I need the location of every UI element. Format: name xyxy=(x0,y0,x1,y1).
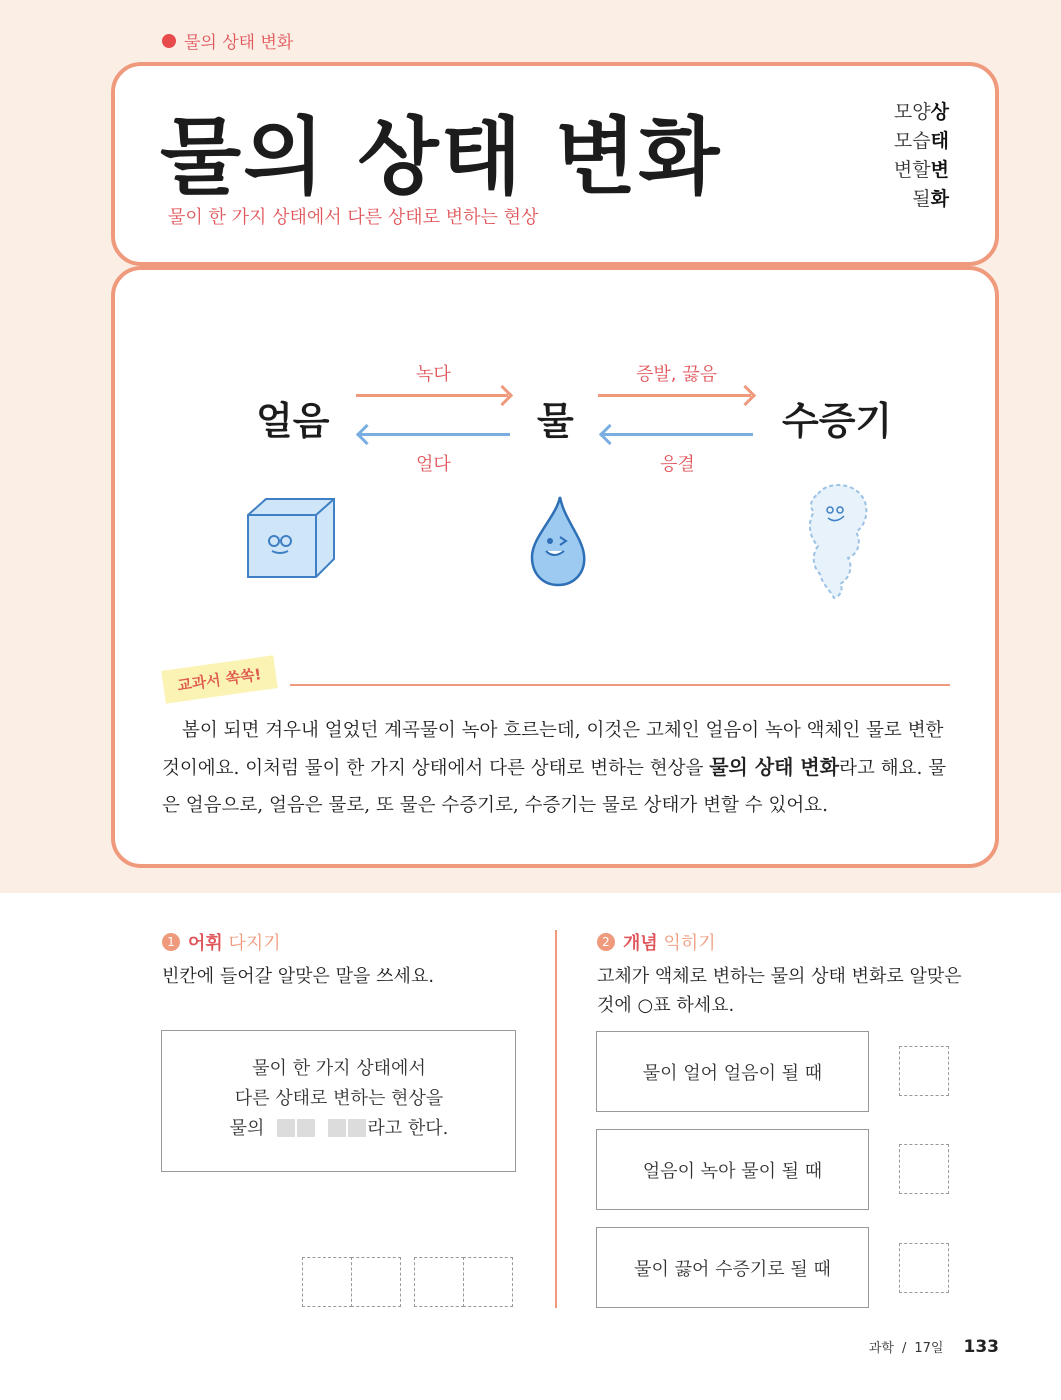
arrow-melt xyxy=(356,394,508,397)
column-divider xyxy=(555,930,557,1308)
tag-label: 물의 상태 변화 xyxy=(184,33,294,53)
page-subtitle: 물이 한 가지 상태에서 다른 상태로 변하는 현상 xyxy=(168,207,539,228)
answer-grid-2[interactable] xyxy=(414,1257,512,1309)
section1-title: 1 어휘 다지기 xyxy=(162,929,281,955)
arrow-condense xyxy=(603,433,753,436)
hanja-row: 변할변 xyxy=(893,159,949,181)
arrow-freeze xyxy=(360,433,510,436)
page-footer xyxy=(869,1337,999,1357)
hanja-row: 모습태 xyxy=(893,130,949,152)
checkbox-option-1[interactable] xyxy=(899,1046,949,1096)
checkbox-option-2[interactable] xyxy=(899,1144,949,1194)
section2-title: 2 개념 익히기 xyxy=(597,929,716,955)
section2-instruction: 고체가 액체로 변하는 물의 상태 변화로 알맞은 것에 ○표 하세요. xyxy=(597,966,962,1016)
answer-grid-1[interactable] xyxy=(302,1257,400,1309)
textbook-badge: 교과서 쏙쏙! xyxy=(161,655,277,703)
vapor-cloud-icon xyxy=(800,480,872,600)
footer-subject: 과학 xyxy=(868,1341,894,1356)
checkbox-option-3[interactable] xyxy=(899,1243,949,1293)
option-2: 얼음이 녹아 물이 될 때 xyxy=(596,1129,869,1210)
arrow-evaporate xyxy=(598,394,751,397)
footer-day: 17일 xyxy=(914,1341,944,1356)
section1-instruction: 빈칸에 들어갈 알맞은 말을 쓰세요. xyxy=(162,966,435,987)
section2-number: 2 xyxy=(597,933,615,951)
option-1: 물이 얼어 얼음이 될 때 xyxy=(596,1031,869,1112)
hanja-legend xyxy=(894,98,949,214)
page-number: 133 xyxy=(963,1337,999,1357)
hanja-row: 모양상 xyxy=(893,101,949,123)
hanja-row: 될화 xyxy=(912,188,949,210)
section-tag xyxy=(162,28,293,53)
page-title: 물의 상태 변화 xyxy=(160,108,722,206)
state-vapor: 수증기 xyxy=(782,399,893,443)
badge-line xyxy=(290,684,950,686)
state-ice: 얼음 xyxy=(256,399,330,443)
textbook-paragraph: 봄이 되면 겨우내 얼었던 계곡물이 녹아 흐르는데, 이것은 고체인 얼음이 녹아 액체인 물로 변한 것이에요. 이처럼 물이 한 가지 상태에서 다른 상태로 변하는 현상을 물의 상태 변화라고 해요. 물은 얼음으로, 얼음은 물로, 또 물은 수증기로, 수증기는 물로 상태가 변할 수 있어요. xyxy=(162,720,947,816)
label-melt: 녹다 xyxy=(416,364,451,385)
water-drop-icon xyxy=(526,493,590,589)
dotted-separator xyxy=(160,262,955,266)
question1-text: 물이 한 가지 상태에서 다른 상태로 변하는 현상을 물의 라고 한다. xyxy=(229,1058,449,1139)
label-evaporate: 증발, 끓음 xyxy=(636,364,717,385)
section1-number: 1 xyxy=(162,933,180,951)
state-water: 물 xyxy=(537,399,574,443)
tag-dot-icon xyxy=(162,34,176,48)
label-condense: 응결 xyxy=(660,454,695,475)
label-freeze: 얼다 xyxy=(416,454,451,475)
footer-separator: / xyxy=(902,1341,907,1356)
option-3: 물이 끓어 수증기로 될 때 xyxy=(596,1227,869,1308)
ice-cube-icon xyxy=(244,495,338,581)
